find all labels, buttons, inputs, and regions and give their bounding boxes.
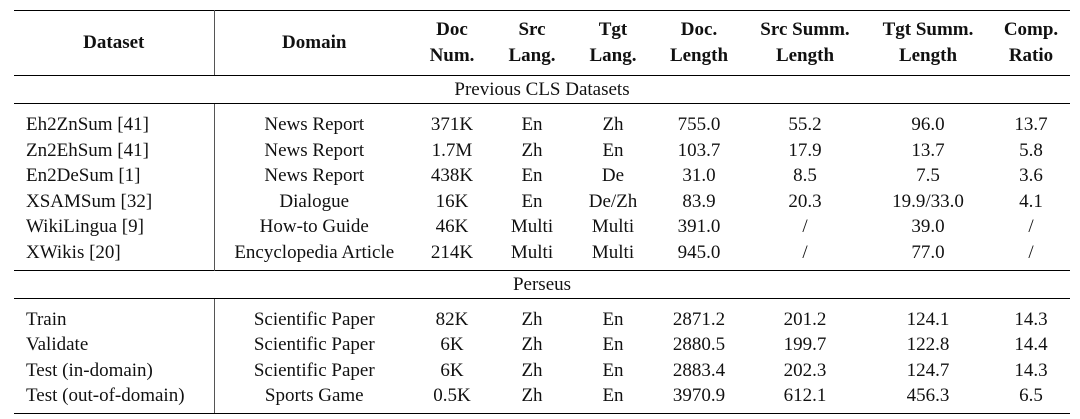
- table-cell: Multi: [510, 241, 554, 263]
- table-row: [14, 383, 1070, 413]
- table-cell: 17.9: [788, 139, 822, 161]
- table-cell: 6K: [440, 359, 464, 381]
- column-header: [652, 11, 746, 76]
- table-cell: En: [602, 359, 624, 381]
- table-cell: 5.8: [1019, 139, 1043, 161]
- table-row: [14, 332, 1070, 358]
- table-cell: Scientific Paper: [253, 359, 375, 381]
- table-cell: En: [602, 139, 624, 161]
- dataset-name-cell: Validate: [14, 332, 214, 358]
- table-cell: 124.1: [906, 308, 950, 330]
- table-cell: Zh: [521, 139, 543, 161]
- table-cell: 456.3: [864, 383, 992, 413]
- table-row: [14, 298, 1070, 332]
- table-cell: 199.7: [783, 334, 827, 356]
- table-cell: Scientific Paper: [253, 308, 375, 330]
- column-header-line: Tgt Summ.: [882, 19, 974, 40]
- table-row: [14, 163, 1070, 189]
- column-header: [864, 11, 992, 76]
- column-header-line: Ratio: [1008, 45, 1054, 66]
- dataset-name-cell: Train: [14, 298, 214, 332]
- table-cell: 20.3: [788, 190, 822, 212]
- table-cell: 124.7: [906, 359, 950, 381]
- table-cell: 201.2: [783, 308, 827, 330]
- table-cell: 82K: [435, 308, 469, 330]
- table-cell: 77.0: [911, 241, 945, 263]
- table-header: [14, 11, 1070, 76]
- table-cell: Zh: [521, 308, 543, 330]
- table-cell: How-to Guide: [259, 216, 369, 238]
- table-cell: Encyclopedia Article: [234, 241, 395, 263]
- table-cell: En: [602, 334, 624, 356]
- dataset-name-cell: En2DeSum [1]: [14, 163, 214, 189]
- table-cell: News Report: [264, 139, 365, 161]
- column-header: [14, 11, 214, 76]
- table-cell: Scientific Paper: [253, 334, 375, 356]
- table-cell: 7.5: [916, 165, 940, 187]
- table-cell: 83.9: [682, 190, 716, 212]
- column-header: [490, 11, 574, 76]
- comparison-table: [14, 10, 1070, 414]
- section-header-row: [14, 76, 1070, 104]
- table-cell: 6.5: [992, 383, 1070, 413]
- table-row: [14, 189, 1070, 215]
- table-cell: 19.9/33.0: [892, 190, 964, 212]
- column-header-line: Src Summ.: [760, 19, 850, 40]
- table-cell: /: [802, 216, 808, 238]
- table-cell: 945.0: [677, 241, 721, 263]
- table-cell: 13.7: [1014, 114, 1048, 135]
- column-header-line: Comp.: [1003, 19, 1059, 40]
- cls-dataset-table: [14, 10, 1070, 414]
- table-cell: 755.0: [677, 114, 721, 135]
- column-header-line: Num.: [429, 45, 475, 66]
- table-cell: Zh: [602, 114, 624, 135]
- table-cell: 612.1: [746, 383, 864, 413]
- table-cell: 202.3: [783, 359, 827, 381]
- table-cell: 2871.2: [672, 308, 726, 330]
- column-header-line: Doc: [436, 19, 468, 40]
- table-cell: 1.7M: [431, 139, 473, 161]
- table-cell: Multi: [591, 241, 635, 263]
- perseus-group: [14, 270, 1070, 413]
- column-header: [746, 11, 864, 76]
- table-cell: Multi: [510, 216, 554, 238]
- column-header: [992, 11, 1070, 76]
- column-header-line: Domain: [282, 32, 347, 53]
- table-cell: En: [521, 114, 543, 135]
- table-cell: 391.0: [677, 216, 721, 238]
- table-row: [14, 214, 1070, 240]
- table-row: [14, 240, 1070, 270]
- table-cell: En: [602, 308, 624, 330]
- column-header-line: Lang.: [589, 45, 637, 66]
- table-cell: Zh: [521, 359, 543, 381]
- column-header-line: Dataset: [83, 32, 145, 53]
- table-cell: 14.3: [1014, 359, 1048, 381]
- table-cell: 13.7: [911, 139, 945, 161]
- previous-datasets-group: [14, 76, 1070, 271]
- section-title: Previous CLS Datasets: [14, 76, 1070, 104]
- dataset-name-cell: Eh2ZnSum [41]: [14, 104, 214, 138]
- table-cell: 55.2: [788, 114, 822, 135]
- dataset-name-cell: XWikis [20]: [14, 240, 214, 270]
- table-cell: 122.8: [906, 334, 950, 356]
- section-header-row: [14, 270, 1070, 298]
- table-cell: News Report: [264, 165, 365, 187]
- column-header-line: Length: [669, 45, 729, 66]
- dataset-name-cell: WikiLingua [9]: [14, 214, 214, 240]
- column-header-line: Src: [518, 19, 546, 40]
- table-cell: 3970.9: [652, 383, 746, 413]
- header-row: [14, 11, 1070, 76]
- table-cell: /: [802, 241, 808, 263]
- table-cell: 371K: [430, 114, 474, 135]
- table-cell: 46K: [435, 216, 469, 238]
- table-cell: 31.0: [682, 165, 716, 187]
- table-row: [14, 138, 1070, 164]
- table-cell: En: [521, 165, 543, 187]
- dataset-name-cell: Zn2EhSum [41]: [14, 138, 214, 164]
- table-cell: 2883.4: [672, 359, 726, 381]
- table-cell: 16K: [435, 190, 469, 212]
- table-cell: 4.1: [1019, 190, 1043, 212]
- column-header-line: Length: [898, 45, 958, 66]
- column-header: [214, 11, 414, 76]
- table-cell: 6K: [440, 334, 464, 356]
- table-cell: Multi: [591, 216, 635, 238]
- table-cell: 214K: [430, 241, 474, 263]
- table-cell: /: [1028, 216, 1034, 238]
- column-header-line: Lang.: [508, 45, 556, 66]
- table-cell: 438K: [430, 165, 474, 187]
- column-header-line: Tgt: [598, 19, 628, 40]
- table-cell: /: [1028, 241, 1034, 263]
- table-cell: 103.7: [677, 139, 721, 161]
- column-header-line: Length: [775, 45, 835, 66]
- table-cell: De: [601, 165, 625, 187]
- column-header: [414, 11, 490, 76]
- table-cell: 39.0: [911, 216, 945, 238]
- table-cell: En: [574, 383, 652, 413]
- dataset-name-cell: Test (in-domain): [14, 358, 214, 384]
- dataset-name-cell: XSAMSum [32]: [14, 189, 214, 215]
- table-cell: De/Zh: [588, 190, 638, 212]
- table-cell: News Report: [264, 114, 365, 135]
- table-cell: 96.0: [911, 114, 945, 135]
- table-cell: Zh: [490, 383, 574, 413]
- table-cell: 14.4: [1014, 334, 1048, 356]
- table-cell: 8.5: [793, 165, 817, 187]
- table-cell: Dialogue: [279, 190, 350, 212]
- table-row: [14, 358, 1070, 384]
- table-row: [14, 104, 1070, 138]
- table-cell: En: [521, 190, 543, 212]
- table-cell: 3.6: [1019, 165, 1043, 187]
- table-cell: Sports Game: [214, 383, 414, 413]
- table-cell: 0.5K: [414, 383, 490, 413]
- dataset-name-cell: Test (out-of-domain): [14, 383, 214, 413]
- table-cell: Zh: [521, 334, 543, 356]
- table-cell: 2880.5: [672, 334, 726, 356]
- table-cell: 14.3: [1014, 308, 1048, 330]
- section-title: Perseus: [14, 270, 1070, 298]
- column-header-line: Doc.: [680, 19, 718, 40]
- column-header: [574, 11, 652, 76]
